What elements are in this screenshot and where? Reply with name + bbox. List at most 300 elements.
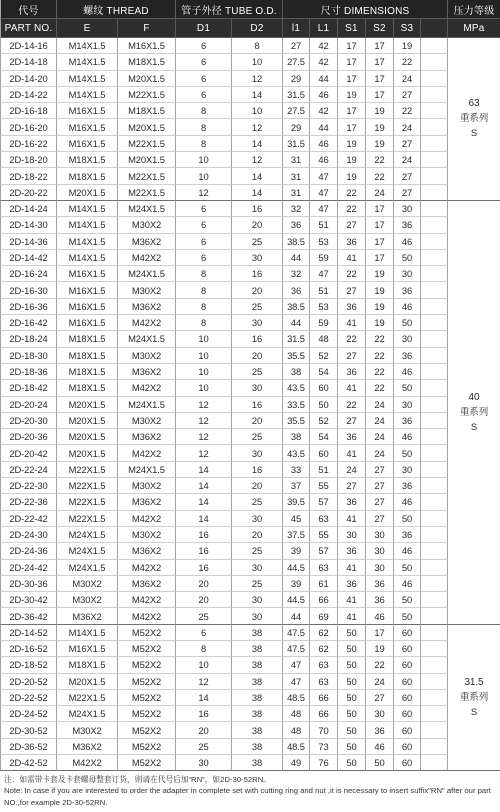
dim-s1-cell: 36 [338, 494, 366, 510]
thread-f-cell: M30X2 [118, 282, 176, 298]
tube-d1-cell: 14 [176, 462, 232, 478]
thread-f-cell: M30X2 [118, 348, 176, 364]
dim-length-l1-cell: 46 [310, 136, 338, 152]
tube-d1-cell: 16 [176, 560, 232, 576]
part-no-cell: 2D-16-30 [0, 282, 57, 298]
part-no-cell: 2D-20-52 [0, 674, 57, 690]
thread-e-cell: M14X1.5 [57, 54, 118, 70]
dim-s2-cell: 50 [366, 755, 394, 771]
tube-d2-cell: 16 [232, 266, 283, 282]
dim-s3-cell: 24 [394, 119, 421, 135]
thread-f-cell: M24X1.5 [118, 462, 176, 478]
dim-length-l1-cell: 51 [310, 462, 338, 478]
footnotes [4, 774, 497, 811]
thread-e-cell: M22X1.5 [57, 511, 118, 527]
column-header-d2: D2 [232, 19, 283, 38]
tube-d2-cell: 20 [232, 282, 283, 298]
dim-l1-cell: 38 [283, 429, 310, 445]
dim-l1-cell: 36 [283, 217, 310, 233]
dim-s1-cell: 50 [338, 690, 366, 706]
dim-length-l1-cell: 53 [310, 299, 338, 315]
dim-s3-cell: 27 [394, 185, 421, 201]
dim-s2-cell: 19 [366, 103, 394, 119]
tube-d2-cell: 25 [232, 234, 283, 250]
column-header-l1: l1 [283, 19, 310, 38]
dim-s3-cell: 50 [394, 608, 421, 624]
thread-f-cell: M24X1.5 [118, 397, 176, 413]
tube-d1-cell: 12 [176, 445, 232, 461]
blank-cell [421, 54, 448, 70]
dim-s1-cell: 36 [338, 543, 366, 559]
dim-s3-cell: 50 [394, 560, 421, 576]
part-no-cell: 2D-18-24 [0, 331, 57, 347]
tube-d2-cell: 25 [232, 543, 283, 559]
dim-l1-cell: 44.5 [283, 592, 310, 608]
dim-s3-cell: 50 [394, 250, 421, 266]
dim-s2-cell: 27 [366, 462, 394, 478]
tube-d1-cell: 16 [176, 527, 232, 543]
thread-e-cell: M24X1.5 [57, 706, 118, 722]
part-no-cell: 2D-42-52 [0, 755, 57, 771]
dim-s2-cell: 19 [366, 299, 394, 315]
tube-d1-cell: 8 [176, 103, 232, 119]
dim-length-l1-cell: 51 [310, 217, 338, 233]
thread-header: 螺纹 THREAD [57, 0, 176, 19]
dim-s3-cell: 60 [394, 706, 421, 722]
column-header-length-l1: L1 [310, 19, 338, 38]
dim-l1-cell: 47 [283, 657, 310, 673]
thread-e-cell: M24X1.5 [57, 560, 118, 576]
dim-s1-cell: 22 [338, 201, 366, 217]
dim-s3-cell: 60 [394, 657, 421, 673]
dim-length-l1-cell: 55 [310, 527, 338, 543]
part-no-cell: 2D-14-36 [0, 234, 57, 250]
dim-s1-cell: 50 [338, 722, 366, 738]
part-no-cell: 2D-18-36 [0, 364, 57, 380]
thread-f-cell: M30X2 [118, 217, 176, 233]
dim-s2-cell: 24 [366, 429, 394, 445]
dim-l1-cell: 29 [283, 71, 310, 87]
tube-d1-cell: 30 [176, 755, 232, 771]
dim-s2-cell: 27 [366, 511, 394, 527]
tube-d1-cell: 6 [176, 201, 232, 217]
tube-d2-cell: 30 [232, 250, 283, 266]
part-no-cell: 2D-30-36 [0, 576, 57, 592]
dim-s3-cell: 22 [394, 54, 421, 70]
thread-e-cell: M18X1.5 [57, 152, 118, 168]
tube-d2-cell: 25 [232, 429, 283, 445]
dim-s2-cell: 19 [366, 119, 394, 135]
thread-f-cell: M52X2 [118, 641, 176, 657]
part-no-cell: 2D-22-30 [0, 478, 57, 494]
thread-f-cell: M36X2 [118, 429, 176, 445]
series-code: S [470, 128, 478, 140]
dim-length-l1-cell: 54 [310, 364, 338, 380]
thread-f-cell: M24X1.5 [118, 266, 176, 282]
dim-l1-cell: 49 [283, 755, 310, 771]
dim-length-l1-cell: 61 [310, 576, 338, 592]
thread-e-cell: M42X2 [57, 755, 118, 771]
tube-d1-cell: 8 [176, 641, 232, 657]
thread-f-cell: M18X1.5 [118, 54, 176, 70]
dim-s3-cell: 50 [394, 445, 421, 461]
dim-s2-cell: 22 [366, 168, 394, 184]
dim-l1-cell: 27.5 [283, 54, 310, 70]
dim-length-l1-cell: 62 [310, 641, 338, 657]
part-no-cell: 2D-14-24 [0, 201, 57, 217]
blank-cell [421, 478, 448, 494]
dim-s2-cell: 17 [366, 234, 394, 250]
thread-f-cell: M22X1.5 [118, 185, 176, 201]
thread-f-cell: M42X2 [118, 560, 176, 576]
tube-d1-cell: 12 [176, 674, 232, 690]
blank-cell [421, 657, 448, 673]
dim-s3-cell: 24 [394, 71, 421, 87]
tube-d2-cell: 25 [232, 494, 283, 510]
dim-length-l1-cell: 66 [310, 690, 338, 706]
dim-l1-cell: 29 [283, 119, 310, 135]
column-header-f: F [118, 19, 176, 38]
part-no-cell: 2D-16-42 [0, 315, 57, 331]
dim-length-l1-cell: 59 [310, 250, 338, 266]
tube-d2-cell: 25 [232, 576, 283, 592]
dim-s2-cell: 30 [366, 560, 394, 576]
tube-d2-cell: 38 [232, 706, 283, 722]
dim-length-l1-cell: 44 [310, 119, 338, 135]
pressure-value: 63 [468, 98, 480, 110]
blank-cell [421, 527, 448, 543]
thread-f-cell: M42X2 [118, 511, 176, 527]
dim-s2-cell: 17 [366, 217, 394, 233]
blank-cell [421, 722, 448, 738]
dim-s1-cell: 19 [338, 136, 366, 152]
dim-s3-cell: 60 [394, 641, 421, 657]
tube-d2-cell: 12 [232, 119, 283, 135]
part-no-cell: 2D-36-52 [0, 739, 57, 755]
blank-cell [421, 119, 448, 135]
tube-d2-cell: 10 [232, 54, 283, 70]
tube-d1-cell: 6 [176, 217, 232, 233]
part-no-cell: 2D-18-52 [0, 657, 57, 673]
dim-s1-cell: 17 [338, 119, 366, 135]
blank-cell [421, 185, 448, 201]
dim-s2-cell: 27 [366, 690, 394, 706]
tube-d2-cell: 20 [232, 478, 283, 494]
dim-l1-cell: 44 [283, 608, 310, 624]
blank-cell [421, 217, 448, 233]
part-no-header-en: PART NO. [0, 19, 57, 38]
dim-s1-cell: 41 [338, 250, 366, 266]
blank-cell [421, 87, 448, 103]
dim-l1-cell: 38 [283, 364, 310, 380]
dim-l1-cell: 39 [283, 543, 310, 559]
dim-s1-cell: 50 [338, 755, 366, 771]
blank-cell [421, 234, 448, 250]
dim-l1-cell: 27.5 [283, 103, 310, 119]
dim-s3-cell: 60 [394, 722, 421, 738]
thread-f-cell: M42X2 [118, 315, 176, 331]
column-header-s2: S2 [366, 19, 394, 38]
dim-s1-cell: 27 [338, 282, 366, 298]
dim-s3-cell: 60 [394, 739, 421, 755]
dim-s3-cell: 50 [394, 380, 421, 396]
thread-f-cell: M20X1.5 [118, 71, 176, 87]
dim-length-l1-cell: 48 [310, 331, 338, 347]
dim-l1-cell: 45 [283, 511, 310, 527]
part-no-cell: 2D-20-22 [0, 185, 57, 201]
pressure-grade-cell [448, 38, 500, 201]
dim-l1-cell: 37 [283, 478, 310, 494]
thread-e-cell: M30X2 [57, 576, 118, 592]
part-no-cell: 2D-16-36 [0, 299, 57, 315]
tube-d2-cell: 12 [232, 71, 283, 87]
dim-l1-cell: 44.5 [283, 560, 310, 576]
footnote-en: Note: In case if you are interested to order the adapter in complete set with cutting ring and nut ,it is necessary to insert suffix"RN" after our part NO.,for example 2D-30-52RN. [4, 786, 491, 807]
tube-d1-cell: 25 [176, 739, 232, 755]
part-no-cell: 2D-18-30 [0, 348, 57, 364]
dim-length-l1-cell: 46 [310, 87, 338, 103]
dim-l1-cell: 31 [283, 152, 310, 168]
dim-l1-cell: 31.5 [283, 331, 310, 347]
part-no-cell: 2D-16-20 [0, 119, 57, 135]
dim-s2-cell: 36 [366, 592, 394, 608]
tube-d1-cell: 14 [176, 690, 232, 706]
tube-d1-cell: 8 [176, 299, 232, 315]
part-no-cell: 2D-16-22 [0, 136, 57, 152]
dim-s2-cell: 22 [366, 380, 394, 396]
tube-d2-cell: 38 [232, 722, 283, 738]
dim-s3-cell: 50 [394, 511, 421, 527]
tube-d1-cell: 8 [176, 119, 232, 135]
blank-cell [421, 462, 448, 478]
dim-l1-cell: 35.5 [283, 413, 310, 429]
tube-d1-cell: 14 [176, 494, 232, 510]
thread-e-cell: M16X1.5 [57, 103, 118, 119]
dim-length-l1-cell: 53 [310, 234, 338, 250]
tube-d1-cell: 10 [176, 152, 232, 168]
thread-e-cell: M20X1.5 [57, 674, 118, 690]
dim-length-l1-cell: 44 [310, 71, 338, 87]
tube-d2-cell: 30 [232, 608, 283, 624]
dim-s1-cell: 50 [338, 674, 366, 690]
thread-e-cell: M14X1.5 [57, 87, 118, 103]
dim-s1-cell: 22 [338, 185, 366, 201]
tube-d1-cell: 14 [176, 478, 232, 494]
thread-e-cell: M36X2 [57, 608, 118, 624]
tube-d2-cell: 14 [232, 185, 283, 201]
tube-d2-cell: 38 [232, 755, 283, 771]
tube-d2-cell: 38 [232, 690, 283, 706]
thread-e-cell: M18X1.5 [57, 380, 118, 396]
tube-d1-cell: 10 [176, 348, 232, 364]
thread-f-cell: M52X2 [118, 657, 176, 673]
tube-d2-cell: 8 [232, 38, 283, 54]
dim-s3-cell: 27 [394, 136, 421, 152]
dim-s3-cell: 60 [394, 674, 421, 690]
dim-s3-cell: 30 [394, 397, 421, 413]
dim-s2-cell: 17 [366, 201, 394, 217]
dim-l1-cell: 31.5 [283, 136, 310, 152]
dim-s2-cell: 22 [366, 331, 394, 347]
blank-cell [421, 38, 448, 54]
tube-d2-cell: 30 [232, 592, 283, 608]
blank-cell [421, 266, 448, 282]
thread-f-cell: M30X2 [118, 413, 176, 429]
dim-length-l1-cell: 69 [310, 608, 338, 624]
dim-length-l1-cell: 46 [310, 152, 338, 168]
dim-s1-cell: 50 [338, 625, 366, 641]
dim-s1-cell: 19 [338, 87, 366, 103]
dim-l1-cell: 32 [283, 201, 310, 217]
footnote-cn: 注：如需带卡套及卡套螺母整套订货，则请在代号后加“RN”，如2D-30-52RN。 [4, 775, 271, 784]
part-no-cell: 2D-16-18 [0, 103, 57, 119]
part-no-cell: 2D-18-22 [0, 168, 57, 184]
dim-length-l1-cell: 57 [310, 494, 338, 510]
thread-e-cell: M36X2 [57, 739, 118, 755]
dim-length-l1-cell: 63 [310, 657, 338, 673]
dimensions-header: 尺寸 DIMENSIONS [283, 0, 448, 19]
dim-s2-cell: 36 [366, 576, 394, 592]
blank-cell [421, 706, 448, 722]
dim-length-l1-cell: 63 [310, 674, 338, 690]
dim-s1-cell: 27 [338, 348, 366, 364]
thread-e-cell: M22X1.5 [57, 462, 118, 478]
dim-length-l1-cell: 70 [310, 722, 338, 738]
blank-cell [421, 250, 448, 266]
part-no-cell: 2D-16-52 [0, 641, 57, 657]
part-no-header-cn: 代号 [0, 0, 57, 19]
thread-e-cell: M14X1.5 [57, 625, 118, 641]
dim-s2-cell: 17 [366, 250, 394, 266]
thread-e-cell: M24X1.5 [57, 527, 118, 543]
dim-length-l1-cell: 42 [310, 38, 338, 54]
dim-s1-cell: 41 [338, 592, 366, 608]
thread-f-cell: M52X2 [118, 722, 176, 738]
dim-s1-cell: 36 [338, 429, 366, 445]
dim-s2-cell: 19 [366, 136, 394, 152]
part-no-cell: 2D-22-36 [0, 494, 57, 510]
dim-l1-cell: 47.5 [283, 641, 310, 657]
thread-e-cell: M22X1.5 [57, 494, 118, 510]
thread-e-cell: M14X1.5 [57, 234, 118, 250]
dim-s2-cell: 46 [366, 739, 394, 755]
thread-e-cell: M30X2 [57, 592, 118, 608]
tube-d1-cell: 6 [176, 625, 232, 641]
blank-cell [421, 136, 448, 152]
tube-d1-cell: 6 [176, 38, 232, 54]
thread-f-cell: M36X2 [118, 234, 176, 250]
dim-s2-cell: 30 [366, 706, 394, 722]
thread-e-cell: M20X1.5 [57, 445, 118, 461]
part-no-cell: 2D-24-42 [0, 560, 57, 576]
thread-f-cell: M36X2 [118, 299, 176, 315]
dim-s1-cell: 24 [338, 462, 366, 478]
dim-s2-cell: 24 [366, 674, 394, 690]
part-no-cell: 2D-20-24 [0, 397, 57, 413]
dim-s3-cell: 36 [394, 348, 421, 364]
tube-d2-cell: 10 [232, 103, 283, 119]
dim-s1-cell: 41 [338, 445, 366, 461]
column-header-d1: D1 [176, 19, 232, 38]
tube-d2-cell: 12 [232, 152, 283, 168]
pressure-header-unit: MPa [448, 19, 500, 38]
dim-s2-cell: 17 [366, 38, 394, 54]
tube-d1-cell: 10 [176, 168, 232, 184]
tube-d1-cell: 6 [176, 54, 232, 70]
thread-f-cell: M36X2 [118, 543, 176, 559]
dim-s2-cell: 36 [366, 722, 394, 738]
thread-f-cell: M22X1.5 [118, 136, 176, 152]
dim-l1-cell: 37.5 [283, 527, 310, 543]
thread-f-cell: M52X2 [118, 755, 176, 771]
tube-d1-cell: 20 [176, 592, 232, 608]
dim-s3-cell: 50 [394, 315, 421, 331]
blank-cell [421, 348, 448, 364]
tube-od-header: 管子外径 TUBE O.D. [176, 0, 283, 19]
thread-f-cell: M30X2 [118, 478, 176, 494]
tube-d1-cell: 6 [176, 250, 232, 266]
blank-cell [421, 674, 448, 690]
tube-d2-cell: 30 [232, 560, 283, 576]
dim-s2-cell: 24 [366, 413, 394, 429]
dim-l1-cell: 44 [283, 315, 310, 331]
dim-l1-cell: 38.5 [283, 234, 310, 250]
dim-s3-cell: 22 [394, 103, 421, 119]
part-no-cell: 2D-14-16 [0, 38, 57, 54]
part-no-cell: 2D-24-52 [0, 706, 57, 722]
dim-s1-cell: 27 [338, 217, 366, 233]
thread-f-cell: M24X1.5 [118, 331, 176, 347]
tube-d1-cell: 16 [176, 706, 232, 722]
part-no-cell: 2D-18-42 [0, 380, 57, 396]
tube-d1-cell: 8 [176, 315, 232, 331]
thread-f-cell: M20X1.5 [118, 119, 176, 135]
thread-e-cell: M18X1.5 [57, 331, 118, 347]
thread-f-cell: M52X2 [118, 739, 176, 755]
dim-length-l1-cell: 66 [310, 706, 338, 722]
tube-d2-cell: 14 [232, 168, 283, 184]
dim-s2-cell: 19 [366, 315, 394, 331]
pressure-header-cn: 压力等级 [448, 0, 500, 19]
tube-d1-cell: 6 [176, 87, 232, 103]
column-header-s1: S1 [338, 19, 366, 38]
dim-s1-cell: 50 [338, 739, 366, 755]
tube-d2-cell: 30 [232, 511, 283, 527]
tube-d2-cell: 20 [232, 413, 283, 429]
part-no-cell: 2D-22-24 [0, 462, 57, 478]
column-header-e: E [57, 19, 118, 38]
tube-d2-cell: 38 [232, 739, 283, 755]
dim-s1-cell: 27 [338, 413, 366, 429]
dim-length-l1-cell: 52 [310, 348, 338, 364]
dim-l1-cell: 27 [283, 38, 310, 54]
dim-length-l1-cell: 60 [310, 445, 338, 461]
thread-f-cell: M36X2 [118, 576, 176, 592]
dim-s1-cell: 17 [338, 103, 366, 119]
blank-cell [421, 152, 448, 168]
thread-e-cell: M16X1.5 [57, 282, 118, 298]
dim-length-l1-cell: 66 [310, 592, 338, 608]
dim-s2-cell: 22 [366, 364, 394, 380]
thread-f-cell: M52X2 [118, 674, 176, 690]
dim-s2-cell: 22 [366, 657, 394, 673]
part-no-cell: 2D-30-52 [0, 722, 57, 738]
part-no-cell: 2D-14-18 [0, 54, 57, 70]
dim-length-l1-cell: 76 [310, 755, 338, 771]
dim-l1-cell: 39 [283, 576, 310, 592]
blank-cell [421, 364, 448, 380]
thread-f-cell: M24X1.5 [118, 201, 176, 217]
